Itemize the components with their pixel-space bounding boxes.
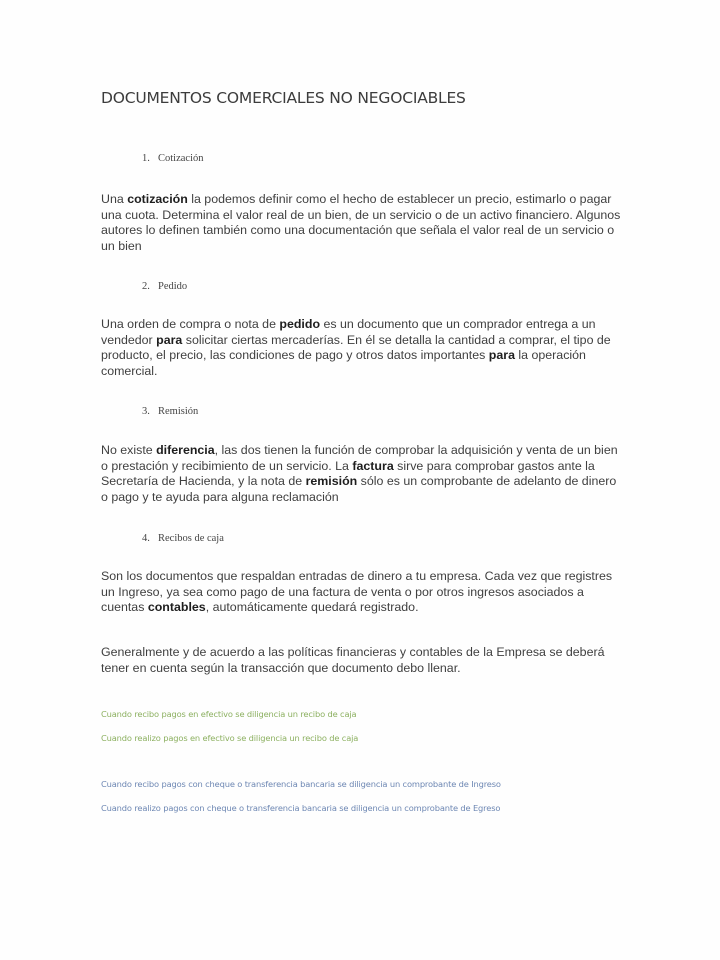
text-run: , las dos tienen la función de comprobar la adquisición y venta de un bien o prestación y recibimiento de un servicio. La xyxy=(101,443,618,473)
section-body-recibos-de-caja xyxy=(101,569,626,616)
text-run: es un documento que un comprador entrega a un vendedor xyxy=(101,317,596,347)
section-heading-cotizacion: 1. Cotización xyxy=(142,153,204,164)
bold-keyword: diferencia xyxy=(156,443,215,457)
bold-keyword: para xyxy=(488,348,515,362)
bold-keyword: factura xyxy=(352,458,394,473)
note-cash-pay: Cuando realizo pagos en efectivo se diligencia un recibo de caja xyxy=(101,733,359,743)
document-title: DOCUMENTOS COMERCIALES NO NEGOCIABLES xyxy=(101,89,466,107)
text-run: la operación comercial. xyxy=(101,348,586,378)
text-run: , automáticamente quedará registrado. xyxy=(205,600,419,614)
section-heading-pedido: 2. Pedido xyxy=(142,281,188,292)
bold-keyword: contables xyxy=(147,600,206,614)
text-run: Una orden de compra o nota de xyxy=(101,317,280,331)
section-body-cotizacion xyxy=(101,192,626,254)
bold-keyword: cotización xyxy=(127,192,188,206)
section-heading-recibos-de-caja: 4. Recibos de caja xyxy=(142,533,224,544)
bold-keyword: remisión xyxy=(305,474,358,488)
text-run: sólo es un comprobante de adelanto de dinero o pago y te ayuda para alguna reclamación xyxy=(101,474,617,504)
text-run: sirve para comprobar gastos ante la Secretaría de Hacienda, y la nota de xyxy=(101,458,595,488)
text-run: la podemos definir como el hecho de establecer un precio, estimarlo o pagar una cuota. Determina el valor real de un bien, de un servicio o de un activo financiero. Algunos autores lo definen también como una documentación que señala el valor real de un servicio o un bien xyxy=(101,192,621,253)
text-run: Son los documentos que respaldan entradas de dinero a tu empresa. Cada vez que registres un Ingreso, ya sea como pago de una factura de venta o por otros ingresos asociados a cuentas xyxy=(101,569,613,614)
note-transfer-receive: Cuando recibo pagos con cheque o transferencia bancaria se diligencia un comprobante de Ingreso xyxy=(101,779,501,789)
summary-paragraph: Generalmente y de acuerdo a las políticas financieras y contables de la Empresa se deberá tener en cuenta según la transacción que documento debo llenar. xyxy=(101,645,605,675)
section-heading-remision: 3. Remisión xyxy=(142,406,199,417)
text-run: solicitar ciertas mercaderías. En él se detalla la cantidad a comprar, el tipo de producto, el precio, las condiciones de pago y otros datos importantes xyxy=(101,332,611,362)
bold-keyword: para xyxy=(156,332,183,347)
bold-keyword: pedido xyxy=(279,317,321,331)
section-body-remision xyxy=(101,443,626,505)
text-run: No existe xyxy=(101,443,157,457)
section-body-pedido xyxy=(101,317,626,379)
note-cash-receive: Cuando recibo pagos en efectivo se diligencia un recibo de caja xyxy=(101,709,357,719)
text-run: Una xyxy=(101,192,128,206)
note-transfer-pay: Cuando realizo pagos con cheque o transferencia bancaria se diligencia un comprobante de Egreso xyxy=(101,803,501,813)
